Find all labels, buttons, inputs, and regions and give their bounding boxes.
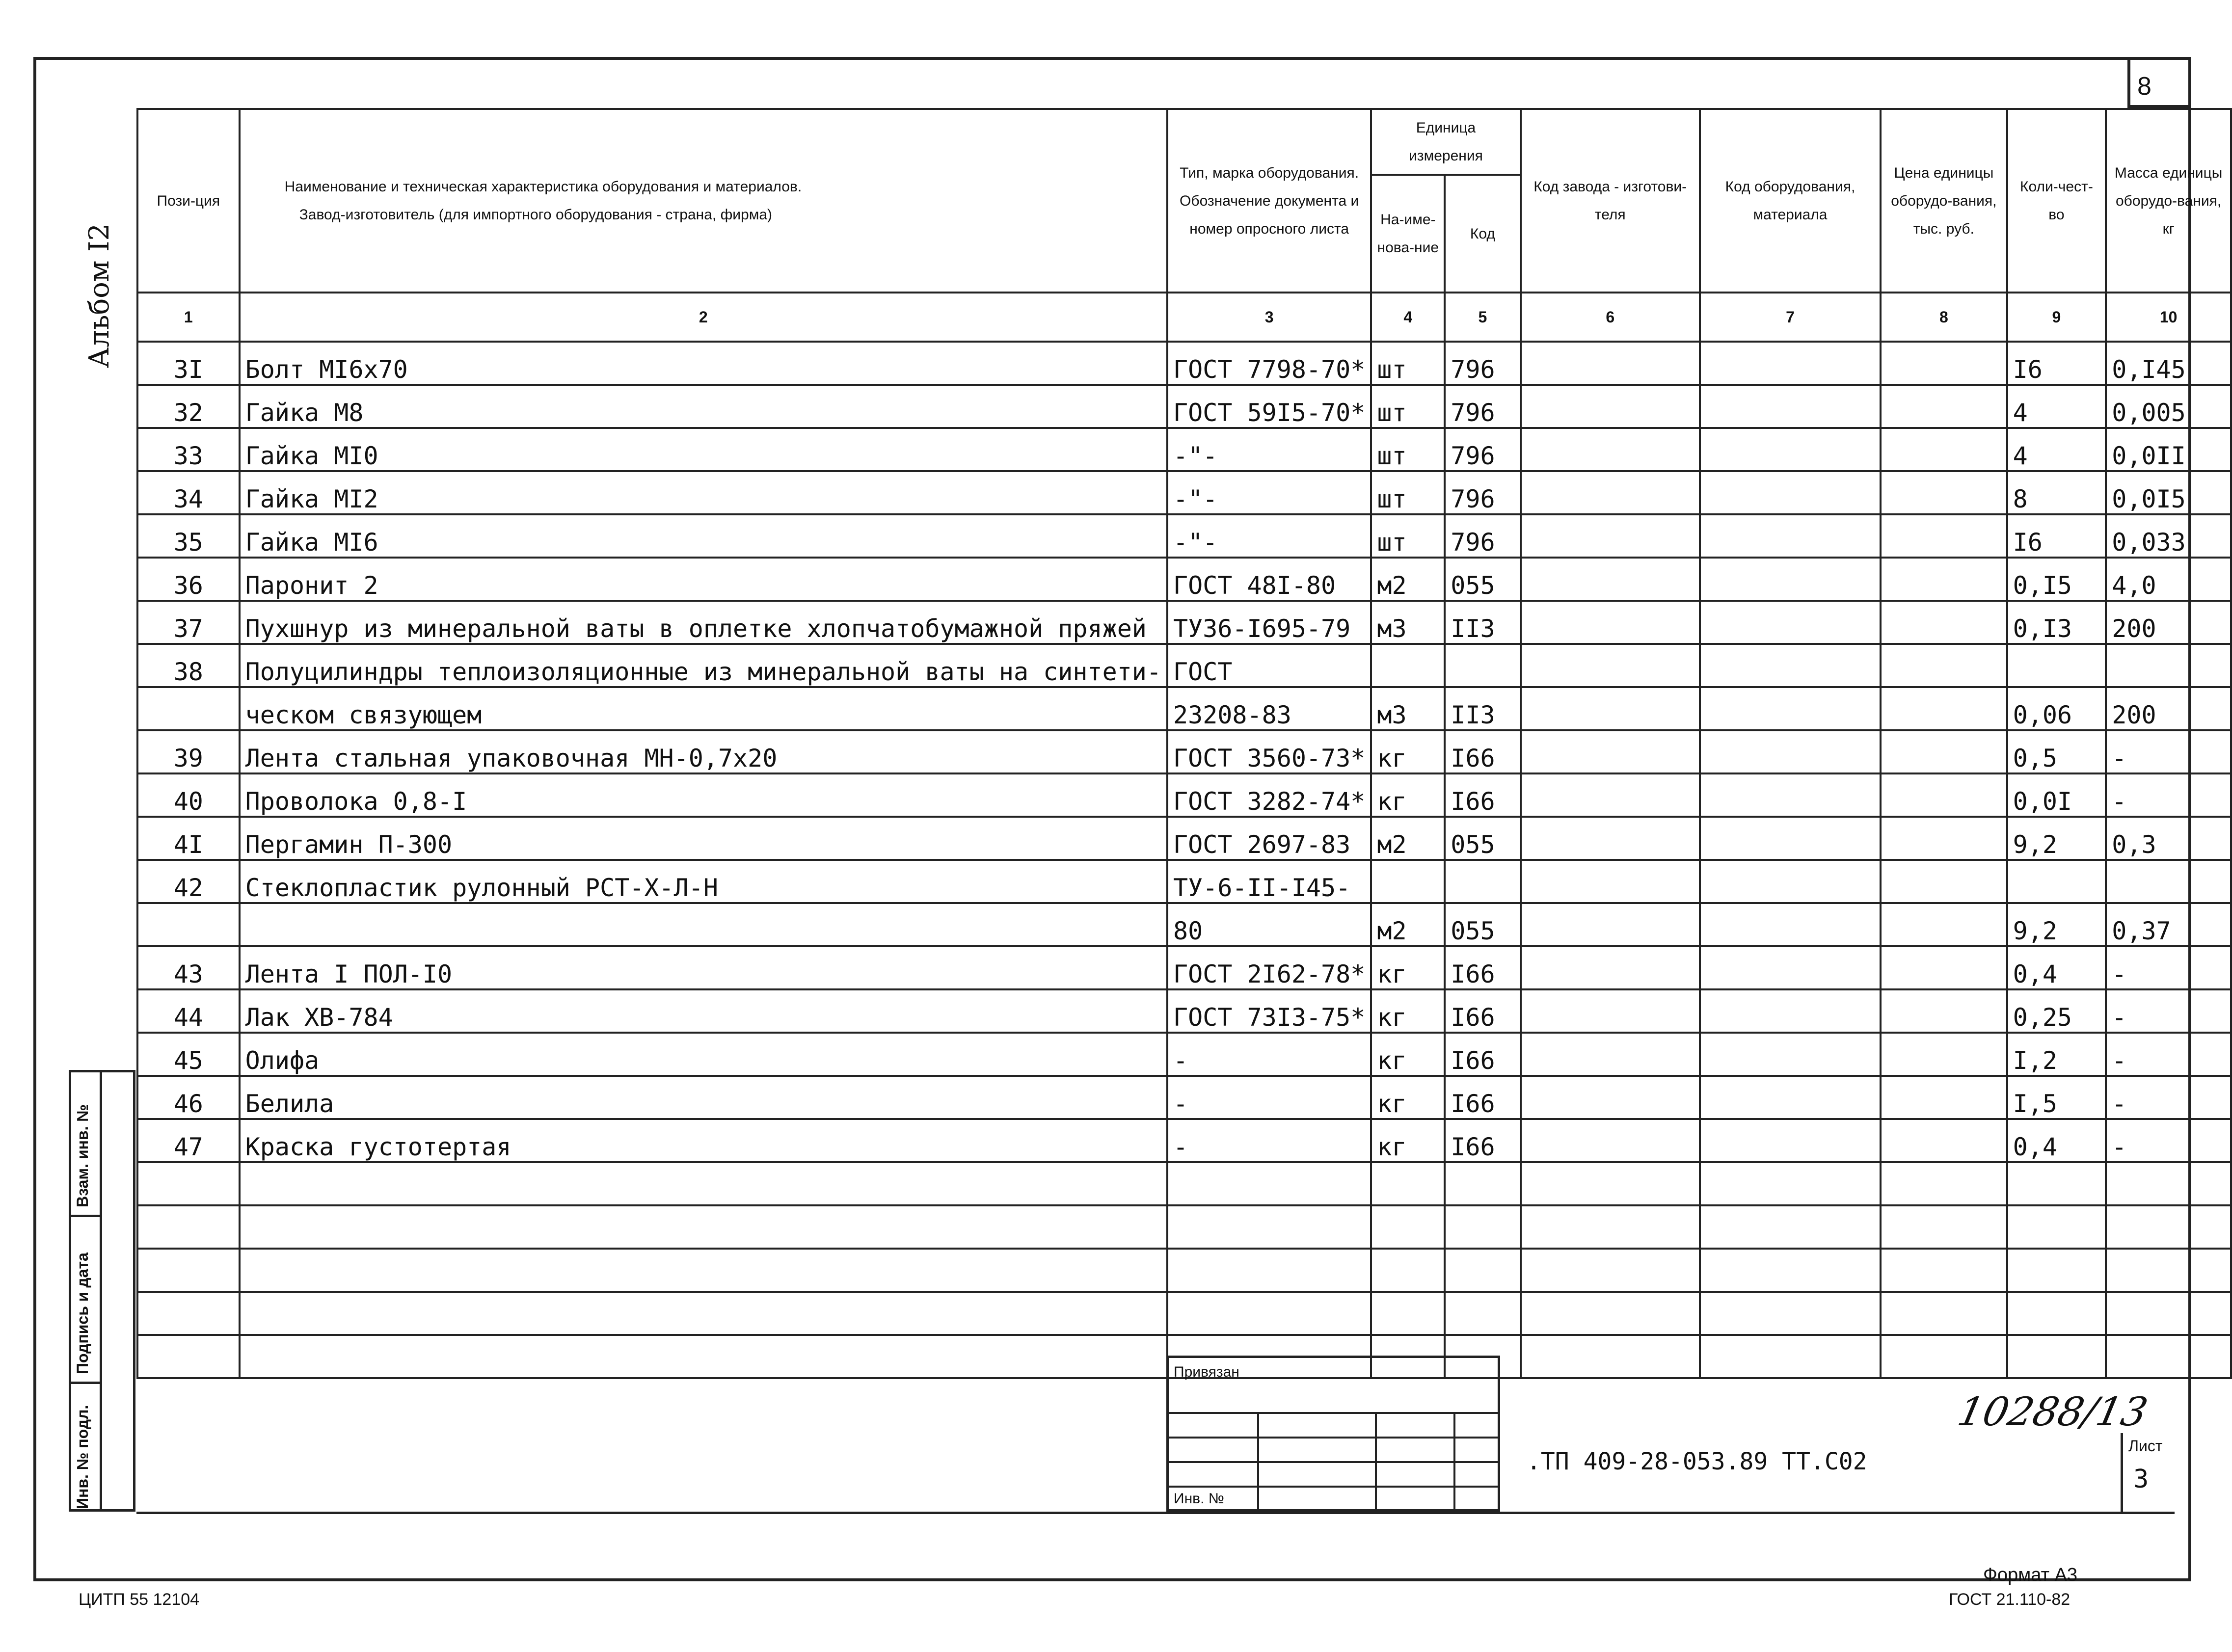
empty-cell <box>1881 817 2007 860</box>
table-row <box>137 514 2231 558</box>
cell-code <box>1445 644 1520 687</box>
cell-unit: м2 <box>1371 817 1445 860</box>
cell-mass: 0,005 <box>2106 385 2231 428</box>
header-position: Пози-ция <box>137 109 240 293</box>
empty-cell <box>1521 385 1700 428</box>
specification-table <box>136 108 2232 1379</box>
header-mass: Масса единицы оборудо-вания, кг <box>2106 109 2231 293</box>
cell-pos: 3I <box>137 342 240 385</box>
empty-cell <box>1521 1076 1700 1119</box>
cell-qty: I6 <box>2007 514 2106 558</box>
column-number: 1 <box>137 293 240 342</box>
empty-cell <box>1521 817 1700 860</box>
cell-doc: - <box>1167 1119 1371 1162</box>
cell-pos: 34 <box>137 471 240 514</box>
cell-code: I66 <box>1445 730 1520 773</box>
empty-cell <box>1881 946 2007 989</box>
header-price: Цена единицы оборудо-вания, тыс. руб. <box>1881 109 2007 293</box>
cell-unit: м3 <box>1371 601 1445 644</box>
cell-qty: 0,4 <box>2007 1119 2106 1162</box>
cell-mass: 0,0II <box>2106 428 2231 471</box>
table-row <box>137 860 2231 903</box>
cell-code: 796 <box>1445 471 1520 514</box>
empty-cell <box>1881 385 2007 428</box>
cell-name: Белила <box>240 1076 1167 1119</box>
cell-unit: м2 <box>1371 558 1445 601</box>
table-row <box>137 989 2231 1033</box>
table-row <box>137 428 2231 471</box>
cell-unit: кг <box>1371 1076 1445 1119</box>
cell-name: Лента стальная упаковочная МН-0,7х20 <box>240 730 1167 773</box>
header-type: Тип, марка оборудования. Обозначение документа и номер опросного листа <box>1167 109 1371 293</box>
cell-pos: 32 <box>137 385 240 428</box>
empty-cell <box>1881 558 2007 601</box>
column-number: 2 <box>240 293 1167 342</box>
empty-cell <box>1700 558 1881 601</box>
cell-pos: 45 <box>137 1033 240 1076</box>
cell-doc: ГОСТ 73I3-75* <box>1167 989 1371 1033</box>
empty-cell <box>1700 1119 1881 1162</box>
cell-pos <box>137 687 240 730</box>
cell-name: Гайка МI2 <box>240 471 1167 514</box>
sheet-number: 8 <box>2137 72 2151 101</box>
cell-doc: - <box>1167 1076 1371 1119</box>
cell-code: 796 <box>1445 428 1520 471</box>
cell-unit: кг <box>1371 946 1445 989</box>
empty-cell <box>1521 342 1700 385</box>
empty-cell <box>1881 1076 2007 1119</box>
empty-cell <box>1700 903 1881 946</box>
empty-cell <box>1700 687 1881 730</box>
sheet-label: Лист <box>2128 1437 2163 1455</box>
cell-qty: 4 <box>2007 428 2106 471</box>
side-label-podpis: Подпись и дата <box>74 1252 91 1374</box>
empty-cell <box>1700 730 1881 773</box>
cell-unit: кг <box>1371 1033 1445 1076</box>
cell-doc: ГОСТ 59I5-70* <box>1167 385 1371 428</box>
table-row <box>137 644 2231 687</box>
cell-code: I66 <box>1445 773 1520 817</box>
cell-mass: - <box>2106 946 2231 989</box>
table-row-empty <box>137 1292 2231 1335</box>
table-row <box>137 773 2231 817</box>
cell-pos: 43 <box>137 946 240 989</box>
cell-qty: 0,I5 <box>2007 558 2106 601</box>
header-unit: Единица измерения <box>1371 109 1520 175</box>
empty-cell <box>1700 428 1881 471</box>
cell-doc: - <box>1167 1033 1371 1076</box>
column-number: 8 <box>1881 293 2007 342</box>
empty-cell <box>1881 471 2007 514</box>
cell-qty: 0,5 <box>2007 730 2106 773</box>
cell-unit <box>1371 860 1445 903</box>
table-row <box>137 946 2231 989</box>
cell-doc: -"- <box>1167 428 1371 471</box>
cell-unit <box>1371 644 1445 687</box>
empty-cell <box>1521 644 1700 687</box>
cell-unit: шт <box>1371 342 1445 385</box>
cell-qty: 8 <box>2007 471 2106 514</box>
cell-mass: 200 <box>2106 601 2231 644</box>
cell-mass: 200 <box>2106 687 2231 730</box>
cell-code: 796 <box>1445 385 1520 428</box>
empty-cell <box>1521 946 1700 989</box>
cell-unit: кг <box>1371 1119 1445 1162</box>
cell-doc: ГОСТ 3282-74* <box>1167 773 1371 817</box>
empty-cell <box>1700 514 1881 558</box>
cell-pos: 4I <box>137 817 240 860</box>
header-unit-name: На-име-нова-ние <box>1371 175 1445 293</box>
cell-name: Стеклопластик рулонный РСТ-Х-Л-Н <box>240 860 1167 903</box>
cell-qty: 0,0I <box>2007 773 2106 817</box>
table-row-empty <box>137 1249 2231 1292</box>
cell-unit: шт <box>1371 514 1445 558</box>
cell-qty <box>2007 860 2106 903</box>
cell-pos: 39 <box>137 730 240 773</box>
cell-qty: I6 <box>2007 342 2106 385</box>
cell-doc: ГОСТ 2I62-78* <box>1167 946 1371 989</box>
column-number: 6 <box>1521 293 1700 342</box>
empty-cell <box>1521 1119 1700 1162</box>
column-number: 3 <box>1167 293 1371 342</box>
cell-qty: 0,I3 <box>2007 601 2106 644</box>
cell-name: Полуцилиндры теплоизоляционные из минеральной ваты на синтети- <box>240 644 1167 687</box>
table-row <box>137 601 2231 644</box>
cell-name: Гайка МI0 <box>240 428 1167 471</box>
cell-pos <box>137 903 240 946</box>
cell-name: Краска густотертая <box>240 1119 1167 1162</box>
empty-cell <box>1521 471 1700 514</box>
cell-name: Пергамин П-300 <box>240 817 1167 860</box>
cell-unit: кг <box>1371 773 1445 817</box>
cell-code: I66 <box>1445 1033 1520 1076</box>
table-row <box>137 1076 2231 1119</box>
side-label-inv: Инв. № подл. <box>74 1405 91 1509</box>
table-row <box>137 1033 2231 1076</box>
cell-pos: 33 <box>137 428 240 471</box>
cell-unit: шт <box>1371 471 1445 514</box>
cell-mass <box>2106 644 2231 687</box>
cell-name: Олифа <box>240 1033 1167 1076</box>
column-number: 5 <box>1445 293 1520 342</box>
empty-cell <box>1521 1033 1700 1076</box>
table-row <box>137 1119 2231 1162</box>
cell-code: I66 <box>1445 946 1520 989</box>
header-name <box>240 109 1167 293</box>
cell-mass: 0,0I5 <box>2106 471 2231 514</box>
empty-cell <box>1521 989 1700 1033</box>
empty-cell <box>1700 817 1881 860</box>
empty-cell <box>1700 1076 1881 1119</box>
cell-qty: I,5 <box>2007 1076 2106 1119</box>
footer-left: ЦИТП 55 12104 <box>79 1590 200 1609</box>
cell-doc: ТУ36-I695-79 <box>1167 601 1371 644</box>
cell-name: Гайка М8 <box>240 385 1167 428</box>
table-row <box>137 385 2231 428</box>
empty-cell <box>1881 428 2007 471</box>
cell-pos: 38 <box>137 644 240 687</box>
cell-mass: - <box>2106 989 2231 1033</box>
cell-name: ческом связующем <box>240 687 1167 730</box>
cell-unit: м2 <box>1371 903 1445 946</box>
empty-cell <box>1700 385 1881 428</box>
cell-code: I66 <box>1445 1076 1520 1119</box>
empty-cell <box>1881 687 2007 730</box>
cell-name: Пухшнур из минеральной ваты в оплетке хлопчатобумажной пряжей <box>240 601 1167 644</box>
empty-cell <box>1881 773 2007 817</box>
table-rows <box>137 342 2231 1162</box>
cell-pos: 44 <box>137 989 240 1033</box>
cell-code: II3 <box>1445 601 1520 644</box>
cell-doc: ГОСТ 7798-70* <box>1167 342 1371 385</box>
empty-cell <box>1700 773 1881 817</box>
empty-cell <box>1521 730 1700 773</box>
cell-mass: - <box>2106 1119 2231 1162</box>
header-factory-code: Код завода - изготови-теля <box>1521 109 1700 293</box>
cell-code: II3 <box>1445 687 1520 730</box>
cell-qty: I,2 <box>2007 1033 2106 1076</box>
empty-cell <box>1881 514 2007 558</box>
cell-doc: 80 <box>1167 903 1371 946</box>
cell-unit: кг <box>1371 989 1445 1033</box>
cell-code: I66 <box>1445 1119 1520 1162</box>
cell-pos: 46 <box>137 1076 240 1119</box>
table-row <box>137 342 2231 385</box>
column-number: 7 <box>1700 293 1881 342</box>
empty-cell <box>1881 989 2007 1033</box>
table-row <box>137 817 2231 860</box>
sheet-number-bottom: 3 <box>2133 1465 2149 1494</box>
cell-mass: 0,3 <box>2106 817 2231 860</box>
empty-cell <box>1521 558 1700 601</box>
column-number: 10 <box>2106 293 2231 342</box>
empty-cell <box>1881 1033 2007 1076</box>
cell-mass: - <box>2106 1033 2231 1076</box>
cell-qty <box>2007 644 2106 687</box>
empty-cell <box>1700 644 1881 687</box>
format-label: Формат А3 <box>1983 1565 2078 1585</box>
empty-cell <box>1521 514 1700 558</box>
table-row-empty <box>137 1205 2231 1249</box>
cell-name: Лак ХВ-784 <box>240 989 1167 1033</box>
empty-cell <box>1521 773 1700 817</box>
cell-mass: - <box>2106 730 2231 773</box>
cell-mass: 4,0 <box>2106 558 2231 601</box>
cell-name: Проволока 0,8-I <box>240 773 1167 817</box>
table-row <box>137 903 2231 946</box>
empty-cell <box>1700 601 1881 644</box>
cell-doc: ГОСТ 2697-83 <box>1167 817 1371 860</box>
header-quantity: Коли-чест-во <box>2007 109 2106 293</box>
cell-name: Болт МI6х70 <box>240 342 1167 385</box>
cell-mass <box>2106 860 2231 903</box>
cell-code: 796 <box>1445 514 1520 558</box>
cell-unit: шт <box>1371 428 1445 471</box>
cell-mass: 0,37 <box>2106 903 2231 946</box>
privyazan-stamp <box>1166 1356 1500 1512</box>
cell-pos: 47 <box>137 1119 240 1162</box>
empty-cell <box>1700 860 1881 903</box>
cell-mass: - <box>2106 773 2231 817</box>
privyazan-label: Привязан <box>1174 1364 1239 1380</box>
cell-qty: 0,25 <box>2007 989 2106 1033</box>
handwritten-number: 10288/13 <box>1954 1389 2152 1435</box>
cell-pos: 35 <box>137 514 240 558</box>
column-number: 4 <box>1371 293 1445 342</box>
cell-unit: кг <box>1371 730 1445 773</box>
cell-code: 055 <box>1445 903 1520 946</box>
cell-pos: 40 <box>137 773 240 817</box>
inv-label: Инв. № <box>1174 1491 1224 1507</box>
cell-qty: 4 <box>2007 385 2106 428</box>
empty-cell <box>1700 342 1881 385</box>
cell-pos: 42 <box>137 860 240 903</box>
cell-doc: ТУ-6-II-I45- <box>1167 860 1371 903</box>
table-row <box>137 730 2231 773</box>
empty-rows <box>137 1162 2231 1378</box>
empty-cell <box>1881 860 2007 903</box>
empty-cell <box>1881 1119 2007 1162</box>
cell-qty: 0,4 <box>2007 946 2106 989</box>
cell-code: 055 <box>1445 817 1520 860</box>
cell-name: Паронит 2 <box>240 558 1167 601</box>
table-row-empty <box>137 1162 2231 1205</box>
empty-cell <box>1521 428 1700 471</box>
cell-code: 055 <box>1445 558 1520 601</box>
column-number-row <box>137 293 2231 342</box>
empty-cell <box>1881 644 2007 687</box>
title-block-bottom-line <box>136 1512 2175 1514</box>
header-equipment-code: Код оборудования, материала <box>1700 109 1881 293</box>
empty-cell <box>1881 342 2007 385</box>
cell-name <box>240 903 1167 946</box>
column-number: 9 <box>2007 293 2106 342</box>
empty-cell <box>1521 687 1700 730</box>
album-label: Альбом I2 <box>83 223 115 368</box>
empty-cell <box>1700 471 1881 514</box>
table-row <box>137 687 2231 730</box>
cell-pos: 36 <box>137 558 240 601</box>
header-name-line1: Наименование и техническая характеристика оборудования и материалов. <box>284 179 802 195</box>
cell-doc: ГОСТ 3560-73* <box>1167 730 1371 773</box>
empty-cell <box>1700 1033 1881 1076</box>
cell-mass: 0,I45 <box>2106 342 2231 385</box>
header-name-line2: Завод-изготовитель (для импортного оборудования - страна, фирма) <box>299 207 773 223</box>
cell-name: Гайка МI6 <box>240 514 1167 558</box>
empty-cell <box>1521 601 1700 644</box>
empty-cell <box>1700 989 1881 1033</box>
cell-doc: ГОСТ 48I-80 <box>1167 558 1371 601</box>
footer-right: ГОСТ 21.110-82 <box>1949 1590 2071 1609</box>
cell-code: 796 <box>1445 342 1520 385</box>
cell-pos: 37 <box>137 601 240 644</box>
cell-code <box>1445 860 1520 903</box>
cell-qty: 9,2 <box>2007 817 2106 860</box>
empty-cell <box>1521 860 1700 903</box>
cell-unit: шт <box>1371 385 1445 428</box>
cell-qty: 0,06 <box>2007 687 2106 730</box>
cell-unit: м3 <box>1371 687 1445 730</box>
cell-name: Лента I ПОЛ-I0 <box>240 946 1167 989</box>
empty-cell <box>1881 903 2007 946</box>
empty-cell <box>1881 730 2007 773</box>
side-label-vzam: Взам. инв. № <box>74 1104 91 1207</box>
document-code: .ТП 409-28-053.89 ТТ.С02 <box>1527 1448 1867 1475</box>
cell-doc: -"- <box>1167 514 1371 558</box>
cell-mass: 0,033 <box>2106 514 2231 558</box>
header-unit-code: Код <box>1445 175 1520 293</box>
cell-doc: -"- <box>1167 471 1371 514</box>
cell-code: I66 <box>1445 989 1520 1033</box>
cell-qty: 9,2 <box>2007 903 2106 946</box>
cell-doc: 23208-83 <box>1167 687 1371 730</box>
empty-cell <box>1700 946 1881 989</box>
empty-cell <box>1881 601 2007 644</box>
cell-doc: ГОСТ <box>1167 644 1371 687</box>
cell-mass: - <box>2106 1076 2231 1119</box>
table-row <box>137 471 2231 514</box>
empty-cell <box>1521 903 1700 946</box>
table-row <box>137 558 2231 601</box>
